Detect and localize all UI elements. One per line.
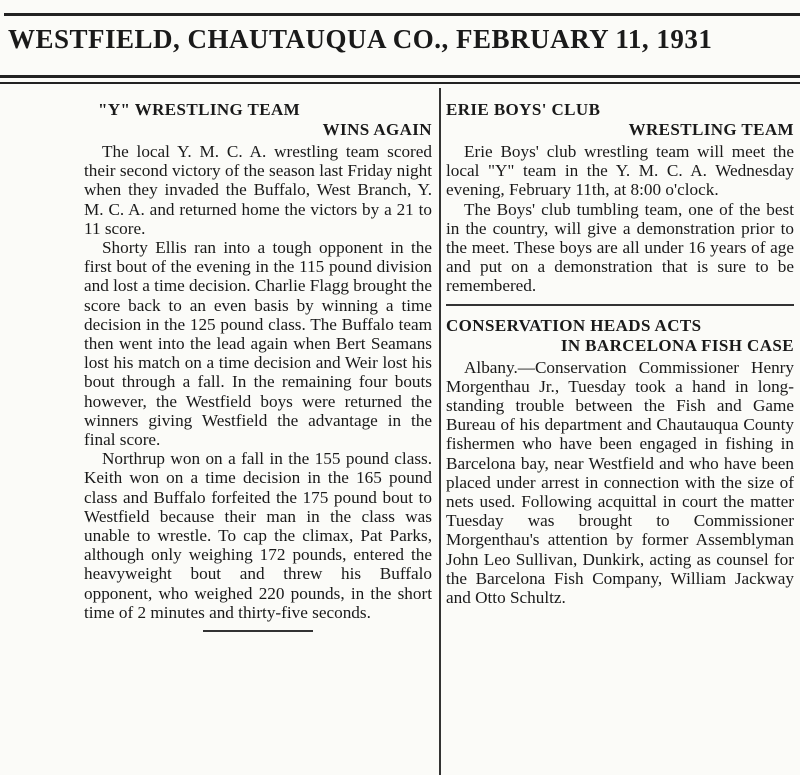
story-paragraph: Erie Boys' club wrestling team will meet the local "Y" team in the Y. M. C. A. Wednesday evening, February 11th, at 8:00 o'clock. bbox=[446, 142, 794, 200]
story-paragraph: The Boys' club tumbling team, one of the best in the country, will give a demonstration prior to the meet. These boys are all under 16 years of age and put on a demonstration that is sure to be remembered. bbox=[446, 199, 794, 296]
masthead-rule-lower bbox=[0, 82, 800, 84]
conservation-story-headline bbox=[446, 316, 794, 356]
story-separator bbox=[446, 304, 794, 306]
wrestling-story-headline bbox=[84, 100, 432, 140]
headline-line-2: WRESTLING TEAM bbox=[628, 120, 794, 139]
headline-line-1: "Y" WRESTLING TEAM bbox=[98, 100, 301, 119]
story-paragraph: The local Y. M. C. A. wrestling team scored their second victory of the season last Friday night when they invaded the Buffalo, West Branch, Y. M. C. A. and returned home the victors by a 21 to 11 score. bbox=[84, 142, 432, 238]
erie-story-headline bbox=[446, 100, 794, 140]
masthead: WESTFIELD, CHAUTAUQUA CO., FEBRUARY 11, 1931 bbox=[8, 24, 713, 54]
right-column bbox=[446, 100, 794, 613]
story-paragraph: Northrup won on a fall in the 155 pound class. Keith won on a time decision in the 165 pound class and Buffalo forfeited the 175 pound bout to Westfield because their man in the class was unable to wrestle. To cap the climax, Pat Parks, although only weighing 172 pounds, entered the heavyweight bout and threw his Buffalo opponent, who weighed 220 pounds, in the short time of 2 minutes and thirty-five seconds. bbox=[84, 449, 432, 622]
headline-line-1: ERIE BOYS' CLUB bbox=[446, 100, 601, 119]
conservation-story bbox=[446, 316, 794, 608]
headline-line-1: CONSERVATION HEADS ACTS bbox=[446, 315, 702, 335]
column-divider bbox=[439, 88, 441, 775]
story-paragraph: Albany.—Conservation Commissioner Henry Morgenthau Jr., Tuesday took a hand in long-standing trouble between the Fish and Game Bureau of his department and Chautauqua County fishermen who have been engaged in fishing in Barcelona bay, near Westfield and who have been placed under arrest in connection with the size of nets used. Following acquittal in court the matter Tuesday was brought to Commissioner Morgenthau's attention by former Assemblyman John Leo Sullivan, Dunkirk, acting as counsel for the Barcelona Fish Company, William Jackway and Otto Schultz. bbox=[446, 357, 794, 608]
masthead-top-rule bbox=[4, 13, 800, 16]
erie-story bbox=[446, 100, 794, 296]
story-end-rule bbox=[203, 630, 313, 632]
headline-line-2: WINS AGAIN bbox=[322, 120, 432, 139]
left-column bbox=[84, 100, 432, 638]
wrestling-story bbox=[84, 100, 432, 632]
headline-line-2: IN BARCELONA FISH CASE bbox=[560, 335, 794, 355]
masthead-rule-upper bbox=[0, 75, 800, 78]
story-paragraph: Shorty Ellis ran into a tough opponent in the first bout of the evening in the 115 pound division and lost a time decision. Charlie Flagg brought the score back to an even basis by winning a time decision in the 125 pound class. The Buffalo team then went into the lead again when Bert Seamans lost his match on a time decision and Weir lost his bout through a fall. In the remaining four bouts however, the Westfield boys were returned the winners giving Westfield the advantage in the final score. bbox=[84, 238, 432, 450]
